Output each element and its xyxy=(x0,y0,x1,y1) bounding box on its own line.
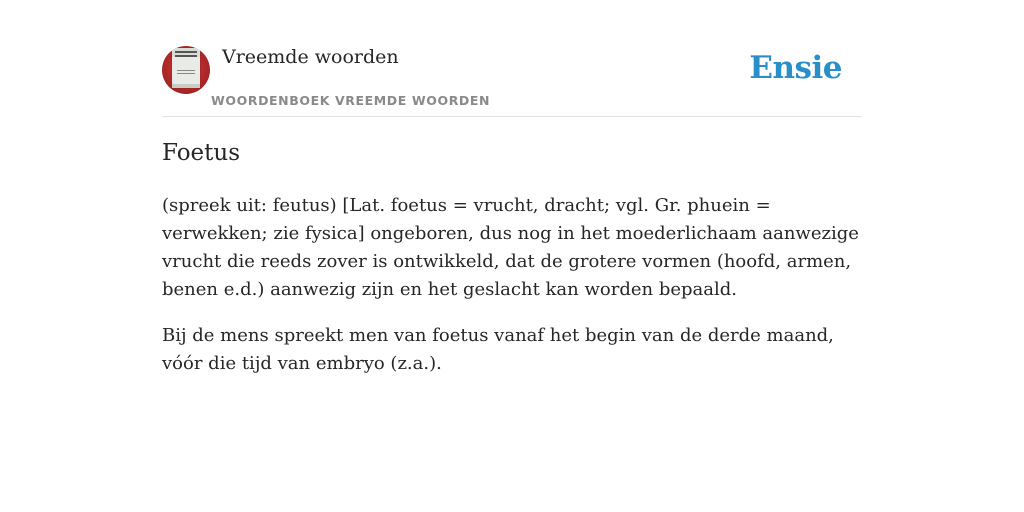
entry-body xyxy=(162,192,862,396)
entry-title: Foetus xyxy=(162,140,241,166)
entry-paragraph: (spreek uit: feutus) [Lat. foetus = vrucht, dracht; vgl. Gr. phuein = verwekken; zie fysica] ongeboren, dus nog in het moederlichaam aanwezige vrucht die reeds zover is ontwikkeld, dat de grotere vormen (hoofd, armen, benen e.d.) aanwezig zijn en het geslacht kan worden bepaald. xyxy=(162,195,859,300)
entry-paragraph: Bij de mens spreekt men van foetus vanaf het begin van de derde maand, vóór die tijd van embryo (z.a.). xyxy=(162,325,834,374)
dictionary-name-link[interactable]: Vreemde woorden xyxy=(222,46,399,68)
header xyxy=(162,0,862,117)
dictionary-avatar[interactable] xyxy=(162,46,210,94)
page-container xyxy=(162,0,862,374)
book-cover-icon xyxy=(172,48,200,88)
ensie-logo-link[interactable]: Ensie xyxy=(749,50,842,86)
dictionary-subtitle: WOORDENBOEK VREEMDE WOORDEN xyxy=(211,93,491,108)
